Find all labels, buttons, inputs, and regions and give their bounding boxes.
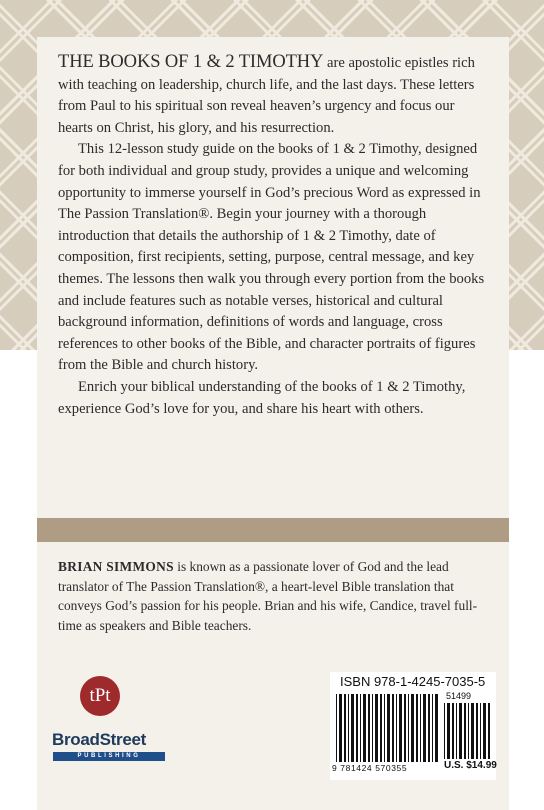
isbn-text: ISBN 978-1-4245-7035-5 (340, 674, 486, 689)
description-lead-caps: THE BOOKS OF 1 & 2 TIMOTHY (58, 52, 324, 72)
price-barcode-icon (444, 703, 490, 759)
author-bio (58, 557, 498, 635)
description-paragraph-3: Enrich your biblical understanding of the books of 1 & 2 Timothy, experience God’s love for you, and share his heart with others. (58, 378, 466, 417)
author-bio-text: is known as a passionate lover of God and the lead translator of The Passion Translation®, a heart-level Bible translation that conveys God’s passion for his people. Brian and his wife, Candice, travel full-time as speakers and Bible teachers. (58, 559, 478, 633)
publisher-subname: PUBLISHING (53, 752, 165, 761)
price-text: U.S. $14.99 (444, 760, 497, 771)
divider-band (37, 518, 509, 542)
publisher-logo (52, 676, 172, 776)
isbn-barcode-icon (336, 694, 440, 762)
description-lead-rest: are apostolic epistles rich with teaching on leadership, church life, and the last days. These letters from Paul to his spiritual son reveal heaven’s urgency and focus our hearts on Christ, his glory, and his resurrection. (58, 55, 475, 136)
price-code-text: 51499 (446, 691, 472, 701)
isbn-digits: 9 781424 570355 (332, 763, 408, 773)
description-paragraph-1 (58, 52, 492, 139)
book-description (58, 52, 492, 420)
barcode-box (330, 672, 496, 780)
description-paragraph-2: This 12-lesson study guide on the books of 1 & 2 Timothy, designed for both individual and group study, provides a unique and welcoming opportunity to immerse yourself in God’s precious Word as expressed in The Passion Translation®. Begin your journey with a thorough introduction that details the authorship of 1 & 2 Timothy, date of composition, first recipients, setting, purpose, central message, and key themes. The lessons then walk you through every portion from the books and include features such as notable verses, historical and cultural background information, definitions of words and language, cross references to other books of the Bible, and character portraits of figures from the Bible and church history. (58, 141, 485, 374)
author-name: BRIAN SIMMONS (58, 559, 174, 574)
tpt-logo-icon: tPt (80, 676, 120, 716)
publisher-name: BroadStreet (52, 730, 147, 749)
